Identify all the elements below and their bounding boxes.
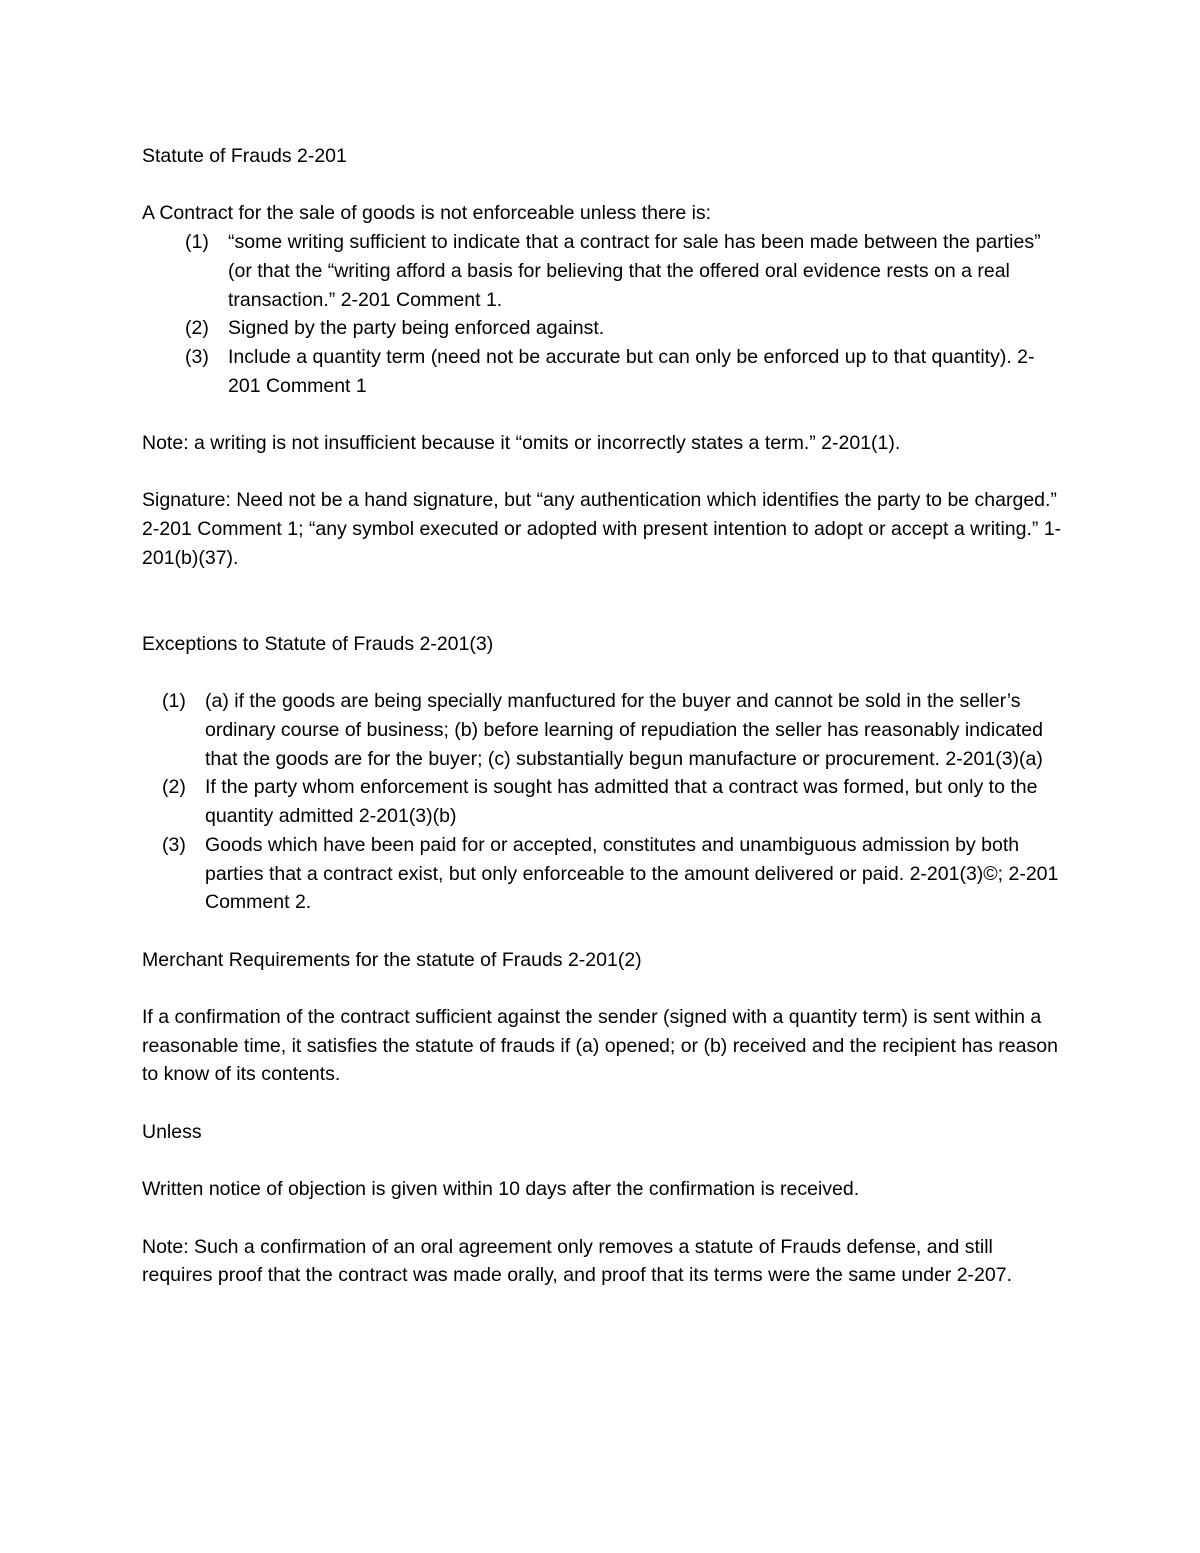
list-item-text: Include a quantity term (need not be accurate but can only be enforced up to that quantity). 2-201 Comment 1 — [228, 345, 1035, 397]
exceptions-list — [142, 687, 1062, 917]
list-item — [185, 314, 1062, 343]
list-item-number: (2) — [185, 317, 209, 340]
statute-note: Note: a writing is not insufficient because it “omits or incorrectly states a term.” 2-201(1). — [142, 432, 901, 454]
list-item-text: Goods which have been paid for or accepted, constitutes and unambiguous admission by both parties that a contract exist, but only enforceable to the amount delivered or paid. 2-201(3)©; 2-201 Comment 2. — [205, 833, 1059, 914]
list-item — [162, 773, 1062, 830]
list-item-number: (1) — [185, 231, 209, 254]
list-item-number: (3) — [162, 833, 186, 856]
merchant-note: Note: Such a confirmation of an oral agreement only removes a statute of Frauds defense, and still requires proof that the contract was made orally, and proof that its terms were the same under 2-207. — [142, 1235, 1012, 1287]
list-item — [162, 687, 1062, 773]
list-item — [162, 831, 1062, 917]
list-item-number: (3) — [185, 345, 209, 368]
list-item-text: (a) if the goods are being specially manfuctured for the buyer and cannot be sold in the seller’s ordinary course of business; (b) before learning of repudiation the seller has reasonably indicated that the goods are for the buyer; (c) substantially begun manufacture or procurement. 2-201(3)(a) — [205, 690, 1043, 770]
merchant-body: If a confirmation of the contract sufficient against the sender (signed with a quantity term) is sent within a reasonable time, it satisfies the statute of frauds if (a) opened; or (b) received and the recipient has reason to know of its contents. — [142, 1005, 1058, 1086]
exceptions-heading: Exceptions to Statute of Frauds 2-201(3) — [142, 632, 494, 655]
list-item-text: “some writing sufficient to indicate that a contract for sale has been made between the parties” (or that the “writing afford a basis for believing that the offered oral evidence rests on a real transaction.” 2-201 Comment 1. — [228, 231, 1041, 311]
list-item — [185, 343, 1062, 400]
unless-text: Unless — [142, 1120, 202, 1143]
objection-text: Written notice of objection is given within 10 days after the confirmation is received. — [142, 1178, 860, 1201]
list-item-text: Signed by the party being enforced against. — [228, 317, 605, 340]
statute-intro: A Contract for the sale of goods is not enforceable unless there is: — [142, 202, 712, 225]
statute-requirements-list — [142, 228, 1062, 400]
merchant-heading: Merchant Requirements for the statute of Frauds 2-201(2) — [142, 948, 642, 971]
document-body — [142, 142, 1062, 1319]
list-item-number: (1) — [162, 690, 186, 713]
statute-heading: Statute of Frauds 2-201 — [142, 145, 347, 167]
list-item — [185, 228, 1062, 314]
signature-paragraph: Signature: Need not be a hand signature, but “any authentication which identifies the party to be charged.” 2-201 Comment 1; “any symbol executed or adopted with present intention to adopt or accept a writing.” 1-201(b)(37). — [142, 489, 1062, 569]
list-item-number: (2) — [162, 776, 186, 799]
list-item-text: If the party whom enforcement is sought has admitted that a contract was formed, but only to the quantity admitted 2-201(3)(b) — [205, 776, 1038, 828]
